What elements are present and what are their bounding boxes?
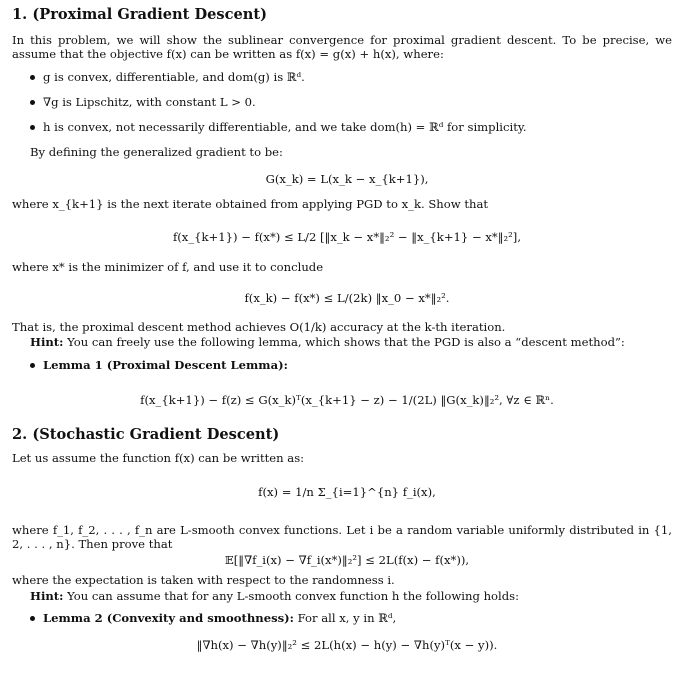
equation-generalized-gradient: G(x_k) = L(x_k − x_{k+1}), [265,172,429,186]
bullet-dot [30,125,35,130]
bullet-1-text: g is convex, differentiable, and dom(g) is ℝᵈ. [43,70,305,84]
lemma-2-text: For all x, y in ℝᵈ, [297,611,397,625]
bullet-dot [30,616,35,621]
where-expectation: where the expectation is taken with respect to the randomness i. [12,573,395,587]
where-minimizer: where x* is the minimizer of f, and use it to conclude [12,260,324,274]
section-1-intro: In this problem, we will show the sublinear convergence for proximal gradient descent. To be precise, we assume that the objective f(x) can be written as f(x) = g(x) + h(x), where: [12,33,672,62]
hint-2 [30,589,519,603]
bullet-2 [30,95,256,109]
lemma-2-label: Lemma 2 (Convexity and smoothness): [43,611,294,625]
section-2-heading: 2. (Stochastic Gradient Descent) [12,426,280,443]
equation-lemma-2: ‖∇h(x) − ∇h(y)‖₂² ≤ 2L(h(x) − h(y) − ∇h(y)ᵀ(x − y)). [196,638,498,652]
hint-2-label: Hint: [30,589,64,603]
hint-2-text: You can assume that for any L-smooth convex function h the following holds: [67,589,520,603]
accuracy-statement: That is, the proximal descent method achieves O(1/k) accuracy at the k-th iteration. [12,320,506,334]
where-next-iterate: where x_{k+1} is the next iterate obtained from applying PGD to x_k. Show that [12,197,489,211]
equation-lemma-1: f(x_{k+1}) − f(z) ≤ G(x_k)ᵀ(x_{k+1} − z) − 1/(2L) ‖G(x_k)‖₂², ∀z ∈ ℝⁿ. [140,393,554,407]
definition-text: By defining the generalized gradient to be: [30,145,283,159]
hint-1-text: You can freely use the following lemma, which shows that the PGD is also a “descent method”: [67,335,625,349]
equation-f-sum: f(x) = 1/n Σ_{i=1}^{n} f_i(x), [258,485,436,499]
bullet-3 [30,120,527,134]
hint-1 [30,335,625,349]
hint-1-label: Hint: [30,335,64,349]
equation-expectation: 𝔼[‖∇f_i(x) − ∇f_i(x*)‖₂²] ≤ 2L(f(x) − f(x*)), [224,553,470,567]
bullet-1 [30,70,305,84]
section-2-intro: Let us assume the function f(x) can be written as: [12,451,305,465]
equation-conclude: f(x_k) − f(x*) ≤ L/(2k) ‖x_0 − x*‖₂². [244,291,450,305]
bullet-2-text: ∇g is Lipschitz, with constant L > 0. [43,95,256,109]
where-smooth-functions: where f_1, f_2, . . . , f_n are L-smooth convex functions. Let i be a random variable uniformly distributed in {1, 2, . . . , n}. Then prove that [12,523,672,552]
bullet-dot [30,363,35,368]
lemma-1 [30,358,288,372]
equation-show-that: f(x_{k+1}) − f(x*) ≤ L/2 [‖x_k − x*‖₂² − ‖x_{k+1} − x*‖₂²], [172,230,522,244]
bullet-3-text: h is convex, not necessarily differentiable, and we take dom(h) = ℝᵈ for simplicity. [43,120,527,134]
bullet-dot [30,100,35,105]
lemma-2 [30,611,396,625]
section-1-heading: 1. (Proximal Gradient Descent) [12,6,268,23]
lemma-1-label: Lemma 1 (Proximal Descent Lemma): [43,358,288,372]
bullet-dot [30,75,35,80]
